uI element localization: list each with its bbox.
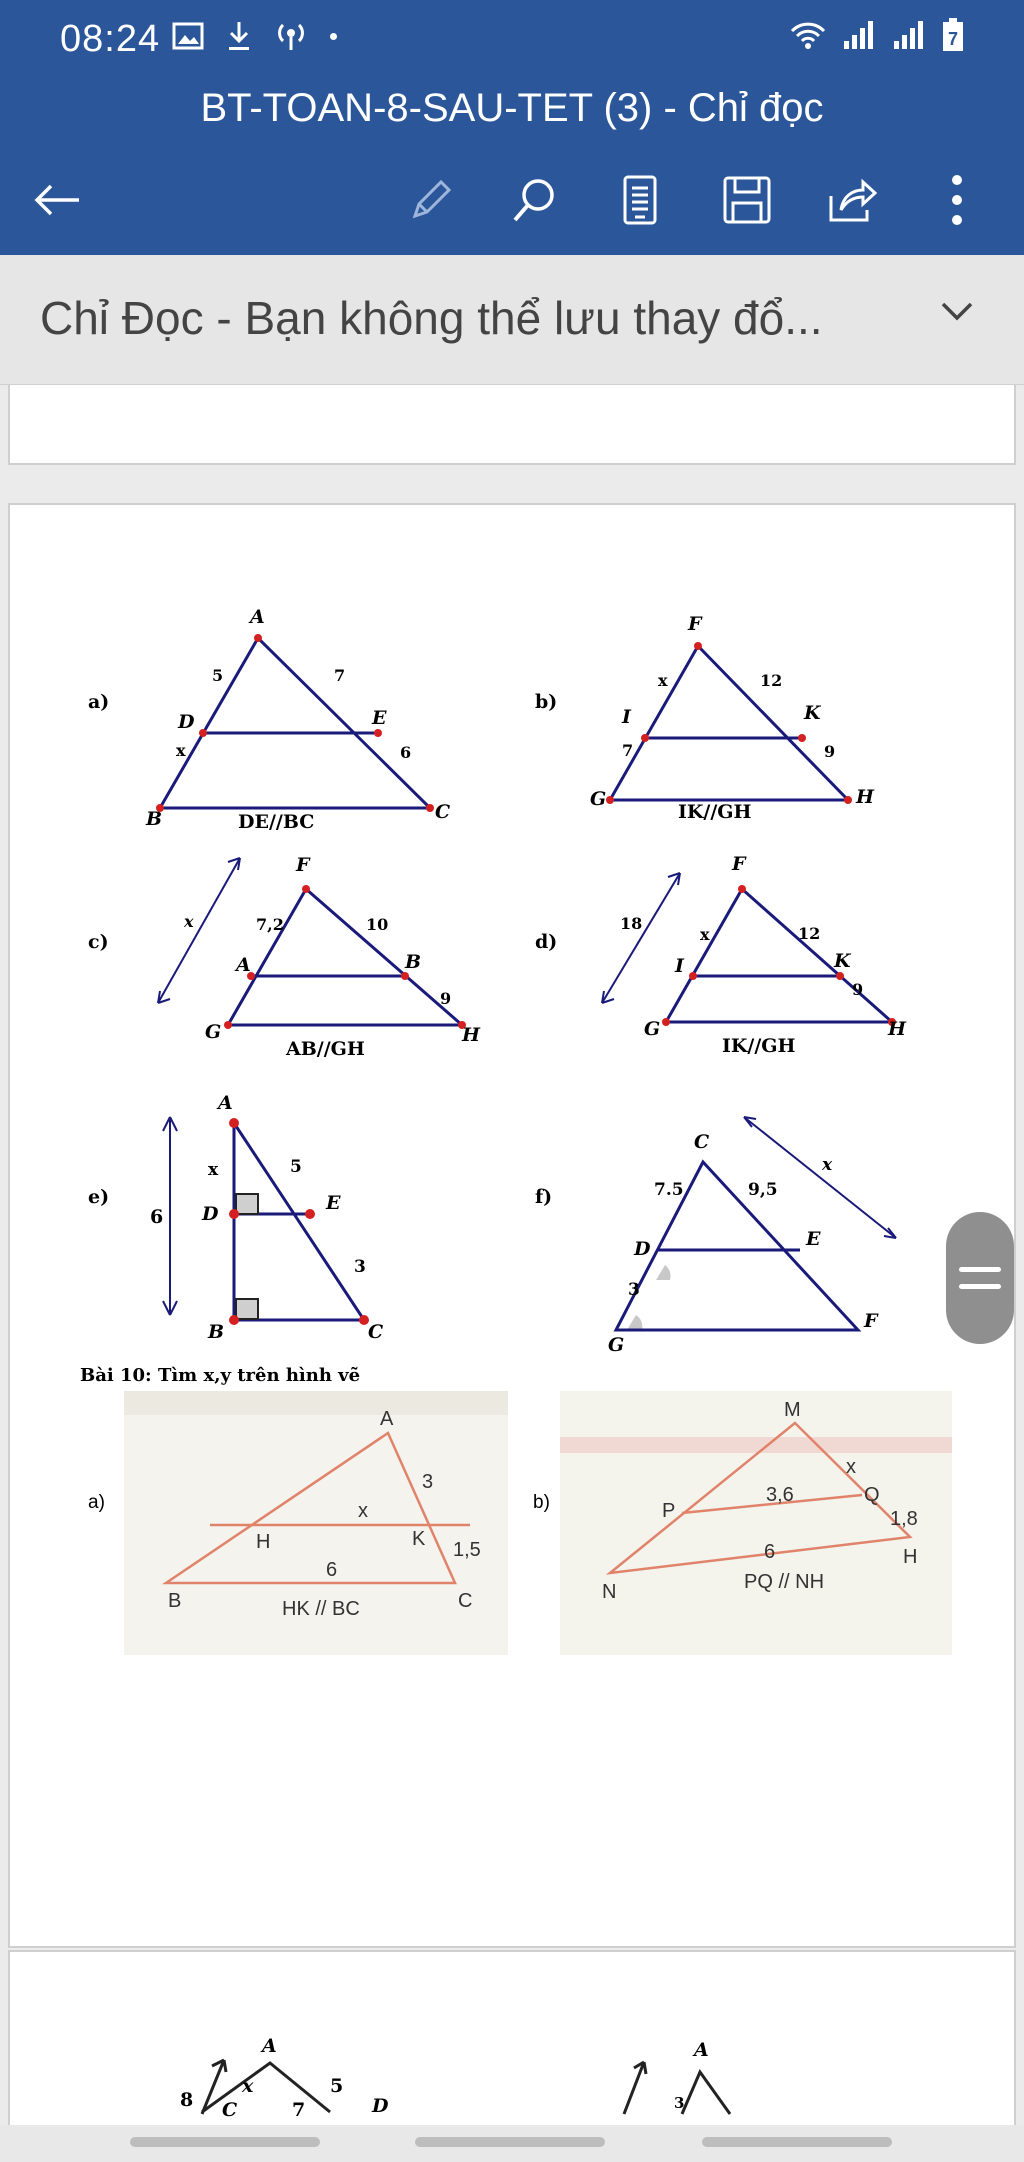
nav-back-gesture[interactable] [130,2137,320,2147]
document-page [8,503,1016,1948]
fig-f-E: E [806,1228,821,1250]
search-button[interactable] [500,160,570,240]
fig-g-cap: HK // BC [282,1598,360,1620]
fig-d-I: I [675,955,684,977]
document-title: BT-TOAN-8-SAU-TET (3) - Chỉ đọc [200,86,824,130]
next-page [8,1950,1016,2125]
fig-d-K: K [834,950,851,972]
fig-e-A: A [218,1092,233,1114]
fig-f-s95: 9,5 [748,1180,778,1200]
fig-g-x: x [358,1500,368,1522]
next-fig-s7: 7 [292,2099,306,2121]
next-fig-x: x [242,2075,254,2097]
app-header [0,0,1024,255]
grip-line-icon [959,1284,1001,1289]
edit-button[interactable] [396,160,466,240]
fig-e-C: C [368,1321,384,1343]
fig-c-cap: AB//GH [286,1038,365,1060]
fig-b-s7: 7 [622,741,634,760]
fig-c-F: F [296,854,310,876]
fig-b-I: I [622,706,631,728]
toolbar [0,160,1024,240]
search-icon [510,175,560,225]
next-fig-A: A [262,2035,277,2057]
next-fig-s5: 5 [330,2075,344,2097]
fig-b-cap: IK//GH [678,801,752,823]
phone-view-icon [622,174,658,226]
svg-text:7: 7 [947,29,959,49]
fig-c-s9: 9 [440,989,452,1008]
fig-e-x: x [208,1160,219,1180]
label-a: a) [88,691,110,713]
fig-d-G: G [644,1018,661,1040]
fig-h-H: H [903,1546,918,1568]
page-figures [10,505,1014,1946]
back-button[interactable] [22,160,92,240]
fig-a-E: E [372,707,387,729]
fig-c-B: B [405,951,422,973]
fig-h-s6: 6 [764,1541,776,1563]
download-icon [226,20,252,52]
fig-e-s5: 5 [290,1157,302,1177]
fig-b-G: G [590,788,607,810]
fig-f-C: C [694,1131,710,1153]
fig-e-s6: 6 [150,1206,164,1228]
fig-h-cap: PQ // NH [744,1571,825,1593]
fig-g-s6: 6 [326,1559,338,1581]
dot-icon [330,33,337,40]
label-f: f) [535,1186,553,1208]
reading-view-button[interactable] [605,160,675,240]
image-notification-icon [172,21,204,51]
label-e: e) [88,1186,110,1208]
grip-line-icon [959,1267,1001,1272]
figure-e [234,1123,364,1320]
fig-h-Q: Q [864,1484,880,1506]
fig-b-F: F [688,613,702,635]
fig-a-C: C [435,801,451,823]
status-bar [0,0,1024,78]
fig-h-M: M [784,1399,801,1421]
fig-a-cap: DE//BC [238,811,315,833]
fig-b-K: K [804,702,821,724]
fig-b-s12: 12 [760,671,783,690]
next-fig-D: D [372,2095,389,2117]
hotspot-icon [274,20,308,52]
next-fig-C: C [222,2099,238,2121]
label-a10: a) [88,1492,105,1513]
fig-c-s72: 7,2 [256,915,284,934]
fig-g-s15: 1,5 [453,1539,481,1561]
figure-f [616,1162,858,1330]
fig-g-B: B [168,1590,182,1612]
fig-g-C: C [458,1590,473,1612]
nav-home-gesture[interactable] [415,2137,605,2147]
figure-c [228,889,462,1025]
fig-d-s9: 9 [852,980,864,999]
wifi-icon [788,19,828,51]
label-d: d) [535,931,558,953]
fig-f-G: G [608,1334,625,1356]
signal-icon [842,19,878,51]
fig-g-A: A [380,1408,394,1430]
figure-a [160,638,430,808]
system-nav-bar [0,2125,1024,2162]
read-only-banner[interactable] [0,255,1024,385]
fig-h-s18: 1,8 [890,1508,918,1530]
next-fig-s8: 8 [180,2089,194,2111]
label-c: c) [88,931,109,953]
status-time: 08:24 [60,18,161,60]
section-10-heading: Bài 10: Tìm x,y trên hình vẽ [80,1365,361,1386]
fig-a-s7: 7 [334,666,346,685]
fig-f-s3: 3 [628,1280,640,1300]
next-fig2-s3: 3 [674,2094,685,2112]
fig-d-H: H [888,1018,906,1040]
fig-d-s18: 18 [620,914,643,933]
pencil-icon [407,176,455,224]
fig-d-F: F [732,853,746,875]
read-only-message: Chỉ Đọc - Bạn không thể lưu thay đổ... [40,292,823,344]
fig-c-G: G [205,1021,222,1043]
fig-h-N: N [602,1581,617,1603]
nav-recents-gesture[interactable] [702,2137,892,2147]
fig-a-A: A [250,606,265,628]
fig-d-cap: IK//GH [722,1035,796,1057]
fig-e-s3: 3 [354,1257,366,1277]
fig-a-D: D [178,711,195,733]
fig-e-D: D [202,1203,219,1225]
fig-b-H: H [856,786,874,808]
scroll-handle[interactable] [946,1212,1014,1344]
battery-icon [942,18,964,52]
fig-b-s9: 9 [824,742,836,761]
fig-b-x: x [658,671,668,690]
fig-f-x: x [822,1155,833,1175]
next-fig2-A: A [694,2039,709,2061]
more-vertical-icon [949,174,965,226]
fig-c-H: H [462,1024,480,1046]
save-button[interactable] [712,160,782,240]
signal-2-icon [892,19,928,51]
fig-g-s3: 3 [422,1471,434,1493]
fig-c-A: A [236,954,251,976]
fig-d-x: x [700,925,710,944]
fig-c-x: x [184,912,194,931]
fig-h-P: P [662,1500,676,1522]
previous-page [8,385,1016,465]
fig-f-s75: 7.5 [654,1180,684,1200]
fig-h-s36: 3,6 [766,1484,794,1506]
fig-e-B: B [208,1321,225,1343]
more-options-button[interactable] [922,160,992,240]
fig-c-s10: 10 [366,915,389,934]
share-button[interactable] [818,160,888,240]
back-arrow-icon [31,180,83,220]
fig-g-H: H [256,1531,271,1553]
fig-f-D: D [634,1238,651,1260]
share-icon [827,176,879,224]
fig-a-B: B [146,808,163,830]
chevron-down-icon[interactable] [940,300,974,322]
figure-d [666,889,892,1022]
document-canvas[interactable] [0,385,1024,2125]
fig-g-K: K [412,1528,426,1550]
fig-a-s6: 6 [400,743,412,762]
fig-d-s12: 12 [798,924,821,943]
fig-f-F: F [864,1310,878,1332]
fig-h-x: x [846,1456,856,1478]
save-icon [722,175,772,225]
fig-a-s5: 5 [212,666,224,685]
label-b: b) [535,691,558,713]
fig-a-x: x [176,741,186,760]
fig-e-E: E [326,1192,341,1214]
label-b10: b) [533,1492,550,1513]
